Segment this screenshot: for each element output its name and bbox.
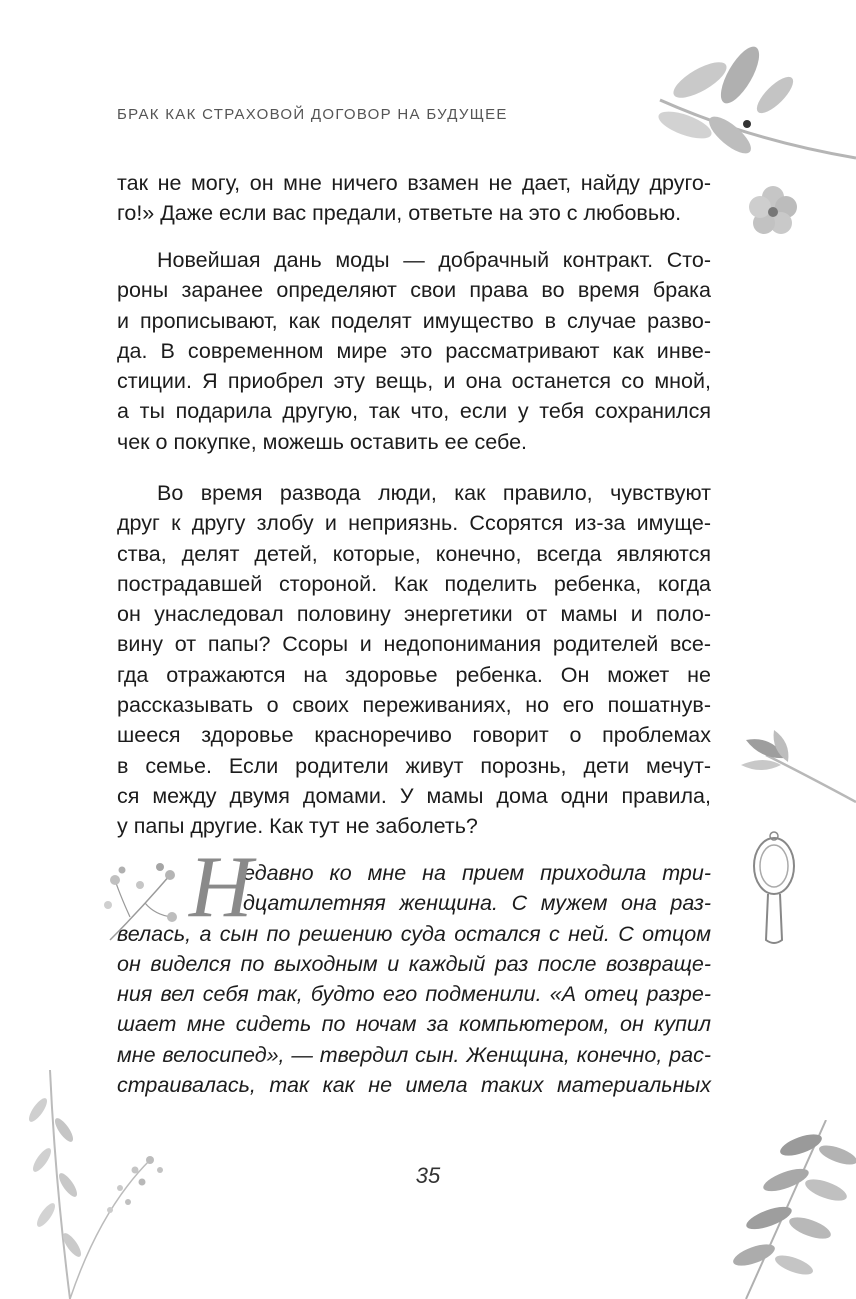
text-line: в семье. Если родители живут порознь, дети мечут- [117,753,711,778]
fern-leaf-icon [706,1120,856,1299]
paragraph-3 [117,478,711,842]
text-line: стиции. Я приобрел эту вещь, и она останется со мной, [117,369,711,394]
text-line: ся между двумя домами. У мамы дома одни правила, [117,783,711,808]
text-line: друг к другу злобу и неприязнь. Ссорятся из-за имуще- [117,511,711,536]
text-line: вину от папы? Ссоры и недопонимания родителей все- [117,632,711,657]
text-line: у папы другие. Как тут не заболеть? [117,814,478,839]
text-line: шает мне сидеть по ночам за компьютером, он купил [117,1012,711,1037]
running-header: БРАК КАК СТРАХОВОЙ ДОГОВОР НА БУДУЩЕЕ [117,106,508,123]
text-line: рассказывать о своих переживаниях, но его пошатнув- [117,693,711,718]
text-line: дцатилетняя женщина. С мужем она раз- [243,891,711,916]
leaf-sprig-icon [736,730,856,810]
text-line: едавно ко мне на прием приходила три- [243,861,711,885]
text-line: страивалась, так как не имела таких материальных [117,1073,711,1098]
paragraph-1 [117,168,711,229]
text-line: чек о покупке, можешь оставить ее себе. [117,429,528,454]
text-line: велась, а сын по решению суда остался с ней. С отцом [117,921,711,946]
hand-mirror-icon [744,828,804,948]
text-line: Новейшая дань моды — добрачный контракт. Сто- [157,248,711,272]
text-line: ния вел себя так, будто его подменили. «А отец разре- [117,982,711,1007]
text-line: да. В современном мире это рассматривают как инве- [117,338,711,363]
text-line: роны заранее определяют свои права во время брака [117,278,711,303]
text-line: пострадавшей стороной. Как поделить ребенка, когда [117,571,711,596]
leaf-branch-icon [640,40,856,170]
story-paragraph [117,839,711,1100]
page-number: 35 [415,1163,441,1188]
text-line: он виделся по выходным и каждый раз после возвраще- [117,951,711,976]
paragraph-2 [117,245,711,457]
text-line: ства, делят детей, которые, конечно, всегда являются [117,541,711,566]
text-line: гда отражаются на здоровье ребенка. Он может не [117,662,711,687]
text-line: он унаследовал половину энергетики от мамы и поло- [117,602,711,627]
text-line: а ты подарила другую, так что, если у тебя сохранился [117,399,711,424]
text-line: Во время развода люди, как правило, чувствуют [157,481,711,505]
text-line: шееся здоровье красноречиво говорит о проблемах [117,723,711,748]
text-line: так не могу, он мне ничего взамен не дает, найду друго- [117,171,711,195]
text-line: мне велосипед», — твердил сын. Женщина, конечно, рас- [117,1042,711,1067]
flower-icon [748,185,798,235]
drop-cap: Н [189,839,253,936]
text-line: го!» Даже если вас предали, ответьте на это с любовью. [117,201,682,226]
text-line: и прописывают, как поделят имущество в случае разво- [117,308,711,333]
